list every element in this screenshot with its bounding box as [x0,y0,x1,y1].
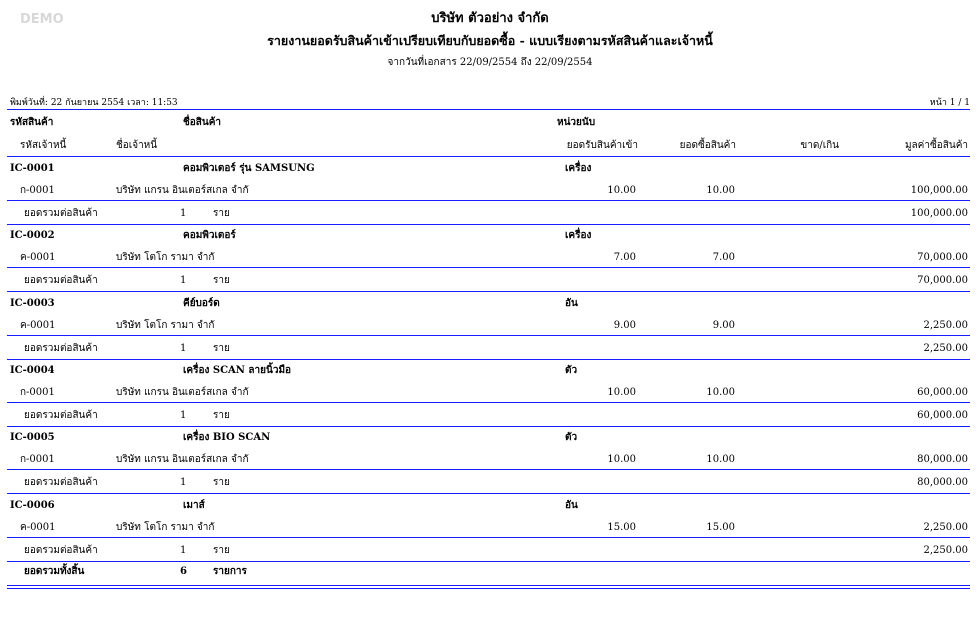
item-unit: ตัว [565,364,578,376]
subtotal-unit: ราย [213,275,230,287]
item-code: IC-0002 [10,230,55,242]
subtotal-count: 1 [180,208,187,219]
item-code: IC-0001 [10,163,55,174]
item-name: คอมพิวเตอร์ รุ่น SAMSUNG [183,163,315,174]
subtotal-count: 1 [180,544,187,556]
subtotal-label: ยอดรวมต่อสินค้า [24,409,98,421]
subtotal-count: 1 [180,275,187,287]
subtotal-unit: ราย [213,477,230,489]
grand-total-label: ยอดรวมทั้งสิ้น [24,565,85,577]
item-name: เครื่อง SCAN ลายนิ้วมือ [183,364,292,376]
header-bottom-rule [7,156,970,157]
subtotal-label: ยอดรวมต่อสินค้า [24,477,98,489]
print-timestamp: พิมพ์วันที่: 22 กันยายน 2554 เวลา: 11:53 [10,98,178,108]
subtotal-unit: ราย [213,409,230,421]
grand-total-count: 6 [180,565,187,577]
col-item-code: รหัสสินค้า [10,117,54,128]
creditor-code: ก-0001 [20,386,55,398]
creditor-code: ค-0001 [20,521,56,533]
subtotal-label: ยอดรวมต่อสินค้า [24,342,98,354]
grand-total-rule-2 [7,588,970,589]
subtotal-unit: ราย [213,342,230,354]
subtotal-value: 60,000.00 [917,409,968,421]
item-name: คอมพิวเตอร์ [183,230,236,242]
grand-total-rule-1 [7,585,970,586]
col-unit: หน่วยนับ [557,117,596,128]
subtotal-value: 2,250.00 [923,342,968,354]
purchased-qty: 9.00 [712,319,735,331]
subtotal-unit: ราย [213,208,230,219]
creditor-name: บริษัท แกรน อินเตอร์สเกล จำกั [116,454,249,466]
group-rule [7,561,970,562]
item-code: IC-0003 [10,297,55,309]
creditor-name: บริษัท แกรน อินเตอร์สเกล จำกั [116,185,249,196]
purchased-qty: 10.00 [706,454,735,466]
col-received: ยอดรับสินค้าเข้า [566,140,638,151]
subtotal-label: ยอดรวมต่อสินค้า [24,275,98,287]
received-qty: 10.00 [607,185,636,196]
subtotal-rule [7,469,970,470]
subtotal-value: 70,000.00 [917,275,968,287]
col-creditor-code: รหัสเจ้าหนี้ [20,140,67,151]
received-qty: 9.00 [613,319,636,331]
subtotal-value: 80,000.00 [917,477,968,489]
purchase-value: 2,250.00 [923,319,968,331]
subtotal-value: 100,000.00 [910,208,968,219]
creditor-name: บริษัท โตโก รามา จำกั [116,252,215,264]
purchased-qty: 10.00 [706,185,735,196]
date-range: จากวันที่เอกสาร 22/09/2554 ถึง 22/09/2554 [387,57,593,68]
creditor-name: บริษัท โตโก รามา จำกั [116,521,215,533]
subtotal-rule [7,402,970,403]
demo-watermark: DEMO [20,12,64,27]
group-rule [7,224,970,225]
purchase-value: 70,000.00 [917,252,968,264]
col-diff: ขาด/เกิน [800,140,839,151]
col-value: มูลค่าซื้อสินค้า [904,140,968,151]
received-qty: 7.00 [613,252,636,264]
subtotal-rule [7,200,970,201]
item-code: IC-0004 [10,364,55,376]
received-qty: 15.00 [607,521,636,533]
received-qty: 10.00 [607,386,636,398]
purchase-value: 2,250.00 [923,521,968,533]
item-unit: เครื่อง [565,163,592,174]
creditor-name: บริษัท โตโก รามา จำกั [116,319,215,331]
subtotal-rule [7,537,970,538]
grand-total-unit: รายการ [213,565,247,577]
subtotal-label: ยอดรวมต่อสินค้า [24,208,98,219]
subtotal-unit: ราย [213,544,230,556]
item-name: คีย์บอร์ด [183,297,220,309]
group-rule [7,426,970,427]
subtotal-label: ยอดรวมต่อสินค้า [24,544,98,556]
subtotal-value: 2,250.00 [923,544,968,556]
col-purchased: ยอดซื้อสินค้า [679,140,736,151]
group-rule [7,359,970,360]
creditor-name: บริษัท แกรน อินเตอร์สเกล จำกั [116,386,249,398]
subtotal-count: 1 [180,409,187,421]
col-creditor-name: ชื่อเจ้าหนี้ [116,140,158,151]
purchased-qty: 10.00 [706,386,735,398]
group-rule [7,291,970,292]
item-code: IC-0005 [10,432,55,444]
item-name: เมาส์ [183,499,205,511]
purchased-qty: 7.00 [712,252,735,264]
purchased-qty: 15.00 [706,521,735,533]
col-item-name: ชื่อสินค้า [183,117,222,128]
item-unit: อัน [565,297,578,309]
subtotal-rule [7,335,970,336]
creditor-code: ค-0001 [20,319,56,331]
item-unit: ตัว [565,432,578,444]
creditor-code: ก-0001 [20,454,55,466]
creditor-code: ก-0001 [20,185,55,196]
item-name: เครื่อง BIO SCAN [183,432,271,444]
header-top-rule [7,109,970,110]
received-qty: 10.00 [607,454,636,466]
creditor-code: ค-0001 [20,252,56,264]
purchase-value: 100,000.00 [910,185,968,196]
item-unit: อัน [565,499,578,511]
purchase-value: 80,000.00 [917,454,968,466]
purchase-value: 60,000.00 [917,386,968,398]
page-number: หน้า 1 / 1 [929,98,970,108]
subtotal-count: 1 [180,477,187,489]
report-title: รายงานยอดรับสินค้าเข้าเปรียบเทียบกับยอดซื้อ - แบบเรียงตามรหัสสินค้าและเจ้าหนี้ [267,33,713,48]
company-name: บริษัท ตัวอย่าง จำกัด [431,11,549,26]
subtotal-count: 1 [180,342,187,354]
subtotal-rule [7,267,970,268]
item-code: IC-0006 [10,499,55,511]
group-rule [7,493,970,494]
item-unit: เครื่อง [565,230,592,242]
